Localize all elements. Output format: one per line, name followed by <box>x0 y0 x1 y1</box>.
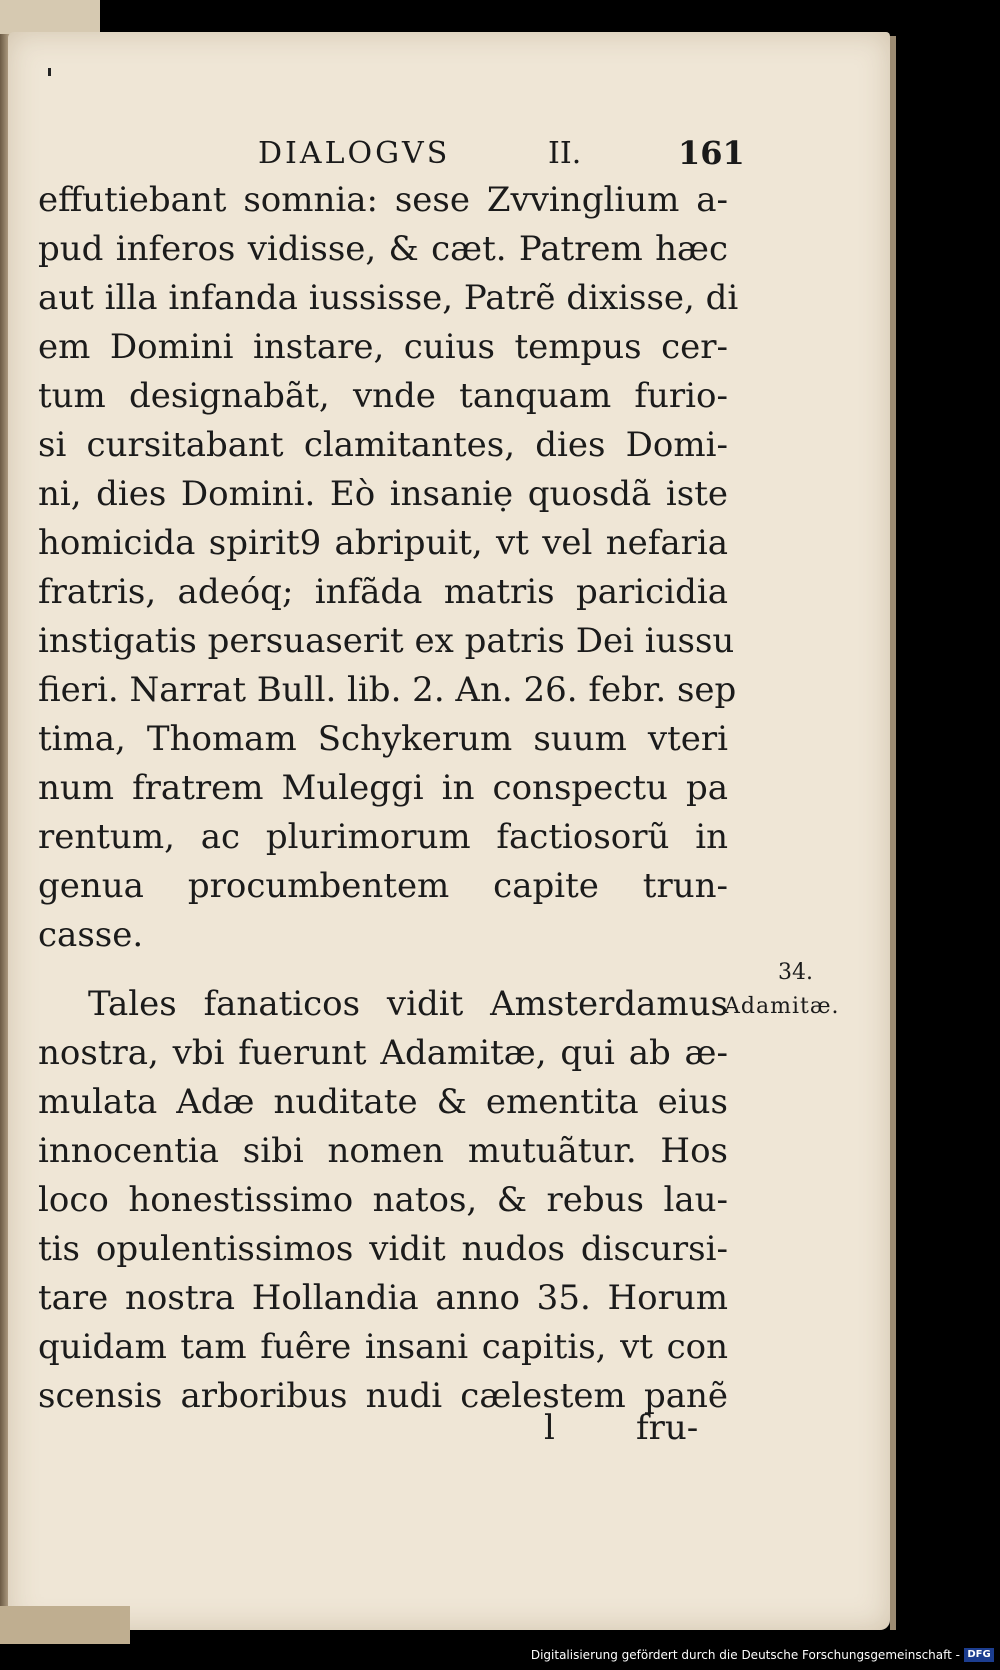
text-line: quidam tam fuêre insani capitis, vt con <box>38 1327 728 1367</box>
page-number: 161 <box>678 134 745 172</box>
paragraph-first-line: Tales fanaticos vidit Amsterdamus <box>88 984 728 1024</box>
dfg-logo: DFG <box>964 1648 994 1662</box>
marginal-note: Adamitæ. <box>724 994 840 1019</box>
text-line: scensis arboribus nudi cælestem panẽ <box>38 1376 728 1416</box>
text-line: tum designabãt, vnde tanquam furio- <box>38 376 728 416</box>
text-line: aut illa infanda iussisse, Patrẽ dixisse, di <box>38 278 739 318</box>
text-line: em Domini instare, cuius tempus cer- <box>38 327 728 367</box>
header-title: DIALOGVS <box>258 136 451 171</box>
text-line: instigatis persuaserit ex patris Dei iussu <box>38 621 735 661</box>
text-line: fieri. Narrat Bull. lib. 2. An. 26. febr. sep <box>38 670 737 710</box>
footer-bar <box>0 1644 1000 1670</box>
text-line: innocentia sibi nomen mutuãtur. Hos <box>38 1131 728 1171</box>
text-line: homicida spirit9 abripuit, vt vel nefaria <box>38 523 728 563</box>
header-dialog-number: II. <box>548 136 582 171</box>
catchword: fru- <box>636 1408 699 1448</box>
footer-credit: Digitalisierung gefördert durch die Deutsche Forschungsgemeinschaft - <box>530 1648 960 1662</box>
top-page-tab <box>0 0 100 34</box>
text-line: tis opulentissimos vidit nudos discursi- <box>38 1229 728 1269</box>
text-line: pud inferos vidisse, & cæt. Patrem hæc <box>38 229 728 269</box>
text-line: num fratrem Muleggi in conspectu pa <box>38 768 728 808</box>
signature-mark: l <box>544 1408 555 1448</box>
text-line: loco honestissimo natos, & rebus lau- <box>38 1180 728 1220</box>
text-line: tare nostra Hollandia anno 35. Horum <box>38 1278 728 1318</box>
page-right-edge <box>890 36 896 1630</box>
text-line: si cursitabant clamitantes, dies Domi- <box>38 425 728 465</box>
text-line: tima, Thomam Schykerum suum vteri <box>38 719 728 759</box>
text-line: ni, dies Domini. Eò insaniẹ quosdã iste <box>38 474 728 514</box>
bottom-page-tab <box>0 1606 130 1644</box>
text-line: genua procumbentem capite trun- <box>38 866 728 906</box>
text-line: effutiebant somnia: sese Zvvinglium a- <box>38 180 728 220</box>
text-line: fratris, adeóq; infãda matris paricidia <box>38 572 728 612</box>
text-line: casse. <box>38 915 144 955</box>
text-line: nostra, vbi fuerunt Adamitæ, qui ab æ- <box>38 1033 728 1073</box>
text-line: rentum, ac plurimorum factiosorũ in <box>38 817 728 857</box>
body-text <box>38 176 739 1421</box>
ink-mark <box>48 68 51 76</box>
text-line: mulata Adæ nuditate & ementita eius <box>38 1082 728 1122</box>
marginal-number: 34. <box>778 960 813 985</box>
